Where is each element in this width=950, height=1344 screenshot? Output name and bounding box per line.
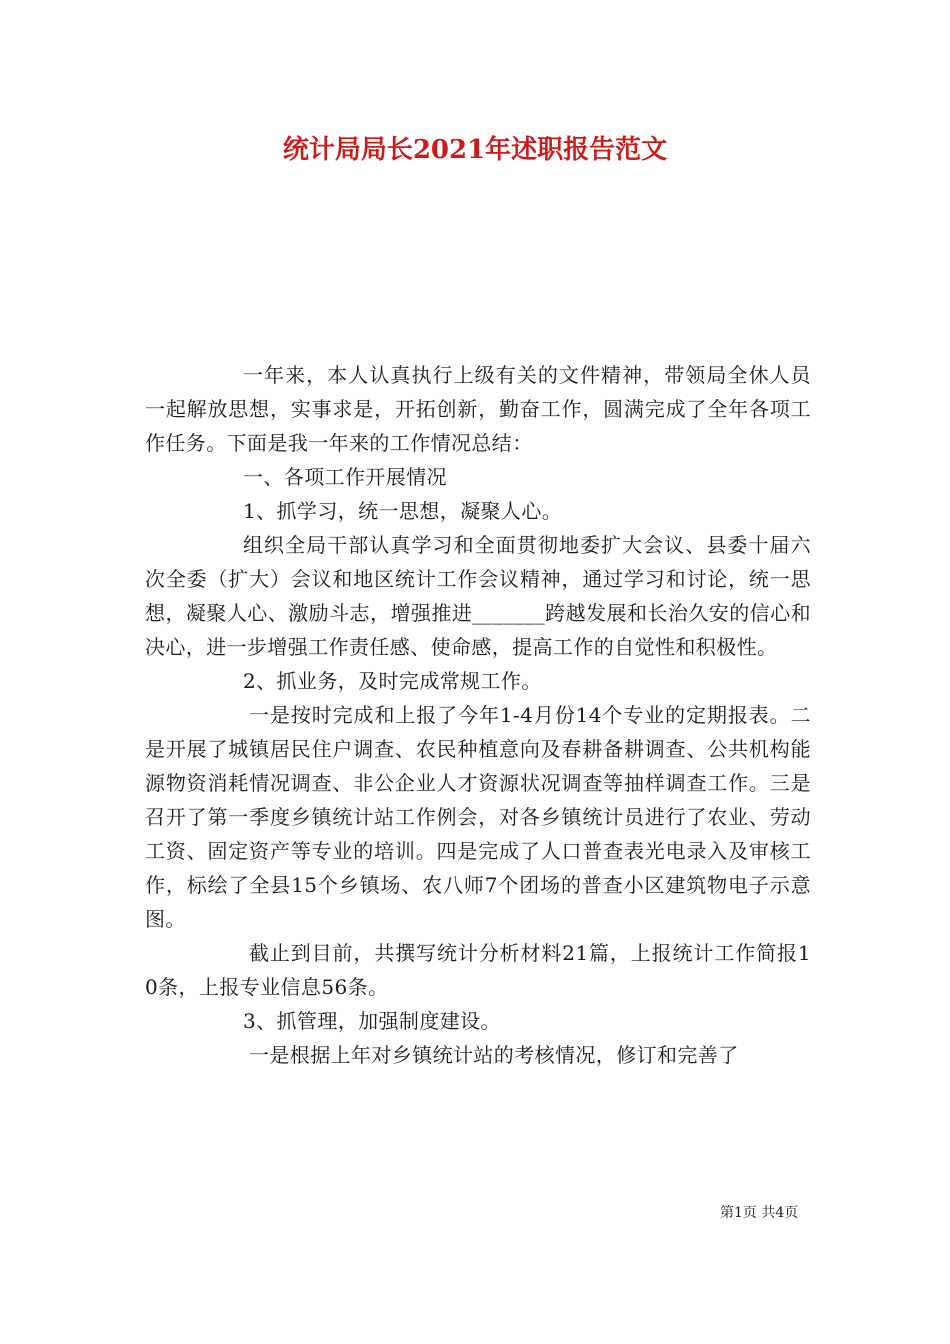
paragraph-business: 一是按时完成和上报了今年1-4月份14个专业的定期报表。二是开展了城镇居民住户调查、农民种植意向及春耕备耕调查、公共机构能源物资消耗情况调查、非公企业人才资源状况调查等抽样调查工作。三是召开了第一季度乡镇统计站工作例会，对各乡镇统计员进行了农业、劳动工资、固定资产等专业的培训。四是完成了人口普查表光电录入及审核工作，标绘了全县15个乡镇场、农八师7个团场的普查小区建筑物电子示意图。 — [145, 703, 811, 931]
paragraph-intro: 一年来，本人认真执行上级有关的文件精神，带领局全休人员一起解放思想，实事求是，开拓创新，勤奋工作，圆满完成了全年各项工作任务。下面是我一年来的工作情况总结： — [145, 363, 811, 455]
heading-item-3: 3、抓管理，加强制度建设。 — [243, 1009, 501, 1033]
paragraph-management: 一是根据上年对乡镇统计站的考核情况，修订和完善了 — [249, 1043, 739, 1067]
paragraph-study: 组织全局干部认真学习和全面贯彻地委扩大会议、县委十届六次全委（扩大）会议和地区统计工作会议精神，通过学习和讨论，统一思想，凝聚人心、激励斗志，增强推进_______跨越发展和长治久安的信心和决心，进一步增强工作责任感、使命感，提高工作的自觉性和积极性。 — [145, 533, 811, 659]
document-body — [145, 358, 811, 1072]
heading-section-1: 一、各项工作开展情况 — [243, 465, 447, 489]
document-title: 统计局局长2021年述职报告范文 — [282, 135, 668, 165]
page-number: 第1页 共4页 — [720, 1205, 799, 1221]
heading-item-1: 1、抓学习，统一思想，凝聚人心。 — [243, 499, 563, 523]
heading-item-2: 2、抓业务，及时完成常规工作。 — [243, 669, 542, 693]
paragraph-summary: 截止到目前，共撰写统计分析材料21篇，上报统计工作简报10条，上报专业信息56条。 — [145, 941, 811, 999]
